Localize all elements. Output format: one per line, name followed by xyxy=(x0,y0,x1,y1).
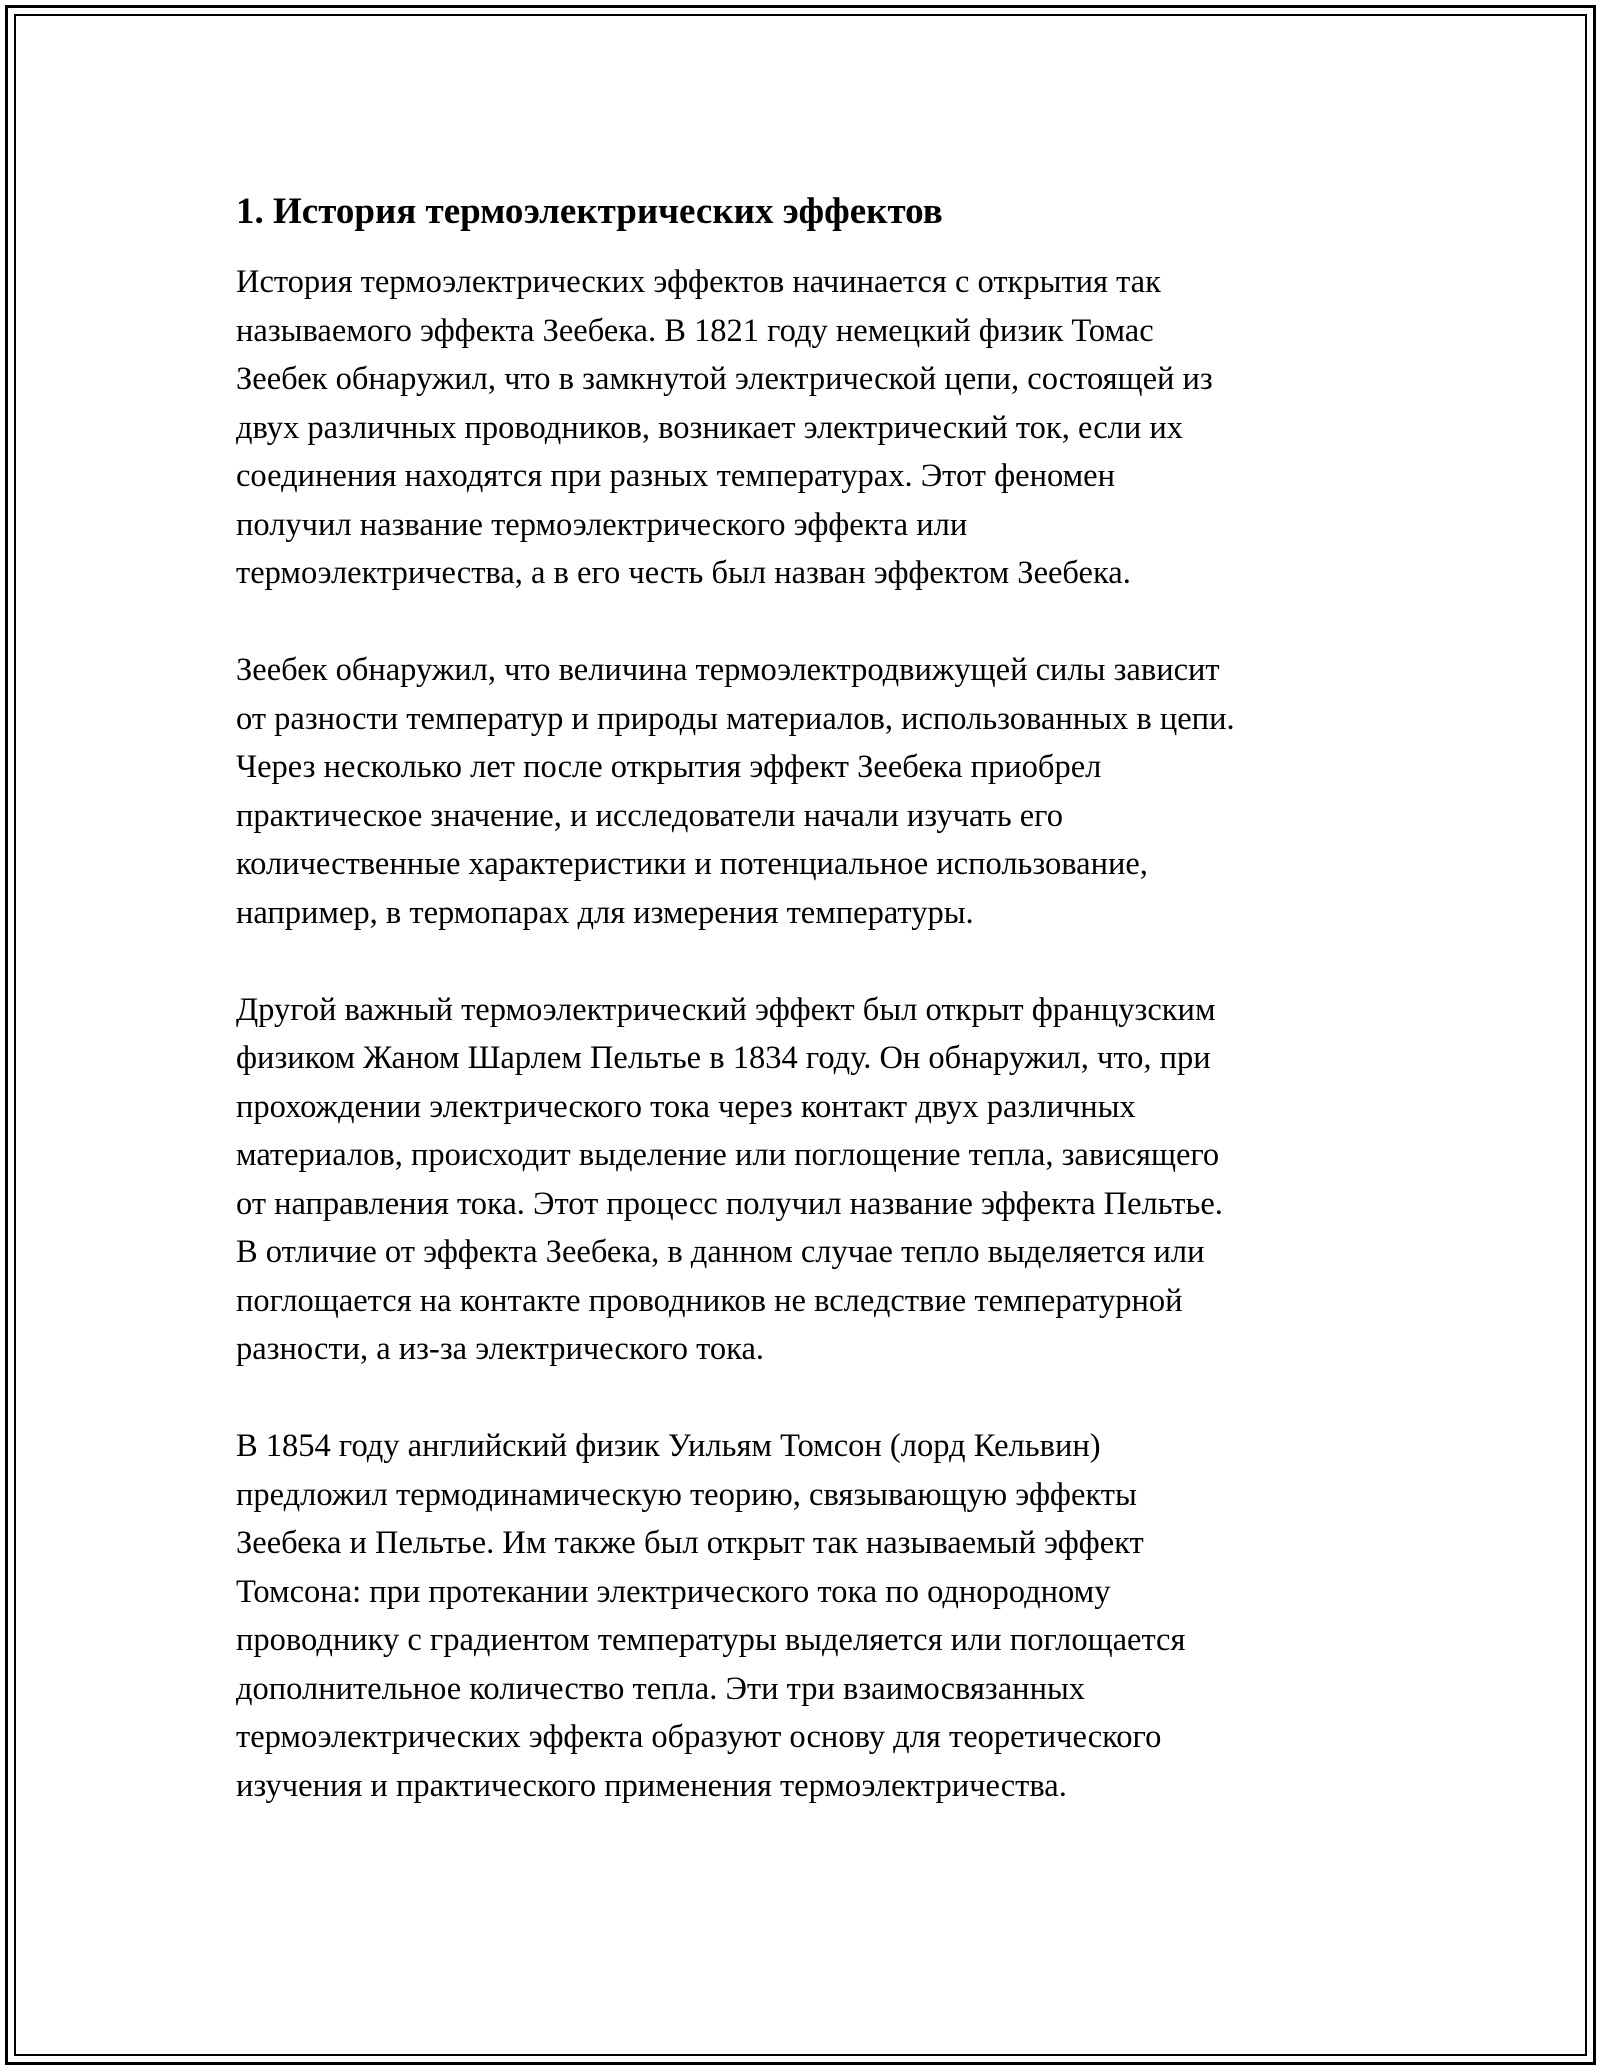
text-line: дополнительное количество тепла. Эти три взаимосвязанных xyxy=(236,1670,1086,1707)
text-line: изучения и практического применения термоэлектричества. xyxy=(236,1767,1067,1804)
text-line: прохождении электрического тока через контакт двух различных xyxy=(236,1088,1136,1125)
text-line: количественные характеристики и потенциальное использование, xyxy=(236,846,1148,882)
text-line: Другой важный термоэлектрический эффект был открыт французским xyxy=(236,991,1216,1028)
text-line: В отличие от эффекта Зеебека, в данном случае тепло выделяется или xyxy=(236,1234,1205,1270)
text-line: называемого эффекта Зеебека. В 1821 году немецкий физик Томас xyxy=(236,312,1154,349)
text-line: разности, а из-за электрического тока. xyxy=(236,1331,764,1367)
text-line: от направления тока. Этот процесс получил название эффекта Пельтье. xyxy=(236,1185,1223,1222)
text-line: поглощается на контакте проводников не вследствие температурной xyxy=(236,1282,1183,1319)
text-line: В 1854 году английский физик Уильям Томсон (лорд Кельвин) xyxy=(236,1428,1101,1464)
text-line: термоэлектрических эффекта образуют основу для теоретического xyxy=(236,1719,1162,1755)
text-line: физиком Жаном Шарлем Пельтье в 1834 году. Он обнаружил, что, при xyxy=(236,1040,1211,1076)
text-line: Зеебек обнаружил, что величина термоэлектродвижущей силы зависит xyxy=(236,652,1220,688)
text-line: Зеебек обнаружил, что в замкнутой электрической цепи, состоящей из xyxy=(236,361,1213,397)
text-line: например, в термопарах для измерения температуры. xyxy=(236,894,974,931)
text-line: История термоэлектрических эффектов начинается с открытия так xyxy=(236,264,1161,300)
text-line: Через несколько лет после открытия эффект Зеебека приобрел xyxy=(236,749,1102,785)
paragraph-1 xyxy=(236,258,1376,598)
text-line: Зеебека и Пельтье. Им также был открыт так называемый эффект xyxy=(236,1525,1144,1561)
text-line: практическое значение, и исследователи начали изучать его xyxy=(236,797,1063,834)
text-line: получил название термоэлектрического эффекта или xyxy=(236,506,968,543)
paragraph-3 xyxy=(236,986,1376,1374)
paragraph-2 xyxy=(236,646,1376,937)
text-line: двух различных проводников, возникает электрический ток, если их xyxy=(236,409,1183,446)
text-line: проводнику с градиентом температуры выделяется или поглощается xyxy=(236,1622,1186,1658)
section-heading: 1. История термоэлектрических эффектов xyxy=(236,191,943,232)
text-line: термоэлектричества, а в его честь был назван эффектом Зеебека. xyxy=(236,555,1131,591)
text-line: Томсона: при протекании электрического тока по однородному xyxy=(236,1573,1111,1610)
paragraph-4 xyxy=(236,1422,1376,1810)
text-line: предложил термодинамическую теорию, связывающую эффекты xyxy=(236,1476,1137,1513)
text-line: от разности температур и природы материалов, использованных в цепи. xyxy=(236,700,1235,737)
text-line: соединения находятся при разных температурах. Этот феномен xyxy=(236,458,1115,494)
document-body xyxy=(236,188,1376,1859)
text-line: материалов, происходит выделение или поглощение тепла, зависящего xyxy=(236,1137,1220,1173)
